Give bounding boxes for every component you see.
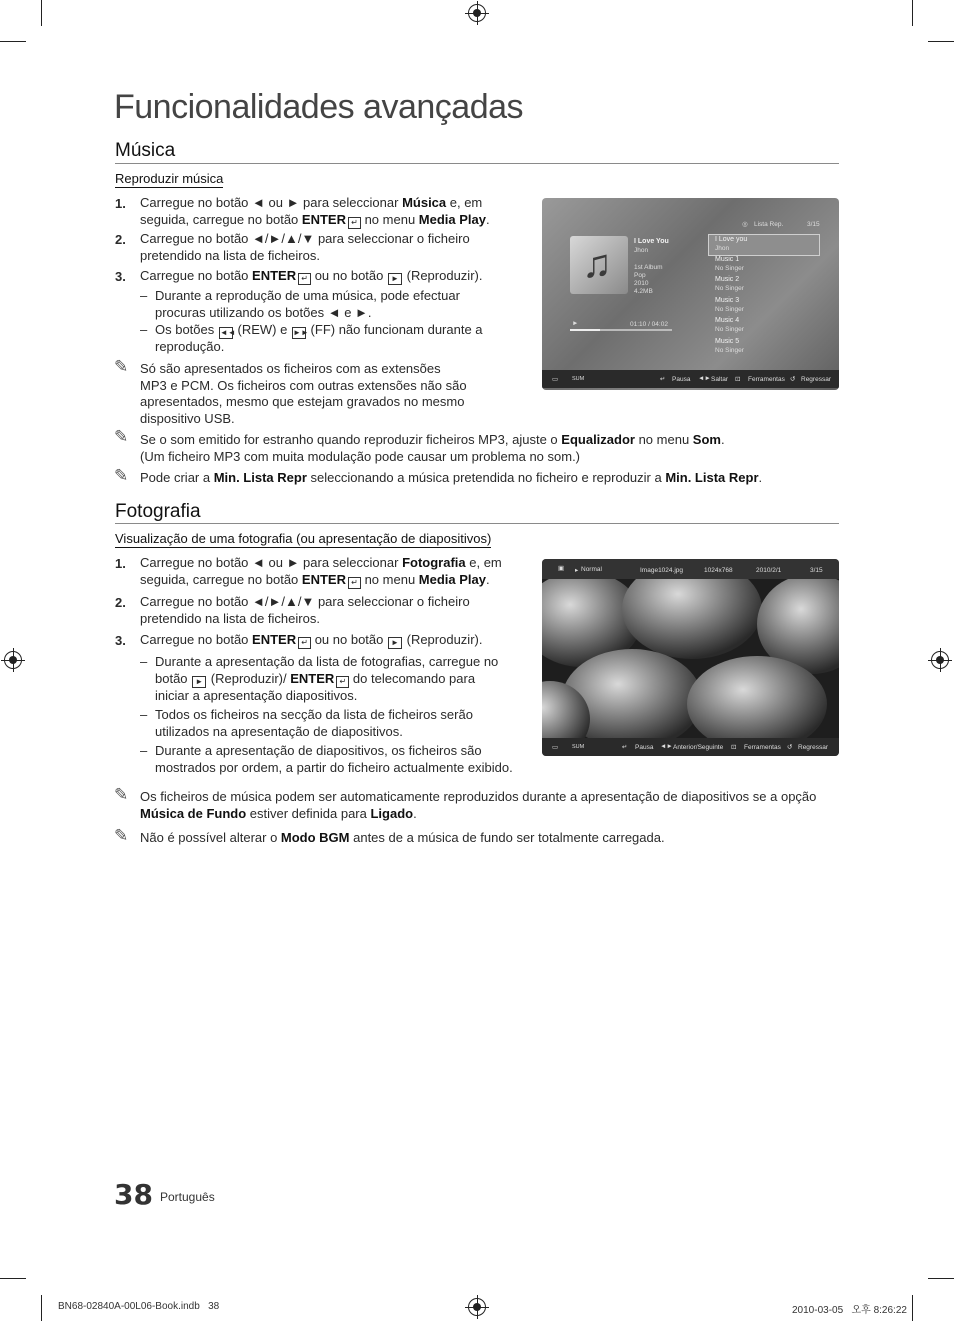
play-indicator-icon: ► (572, 320, 579, 327)
registration-mark-icon (931, 651, 949, 669)
page-title: Funcionalidades avançadas (114, 88, 524, 126)
bullet-dash: – (140, 322, 148, 337)
crop-mark (41, 0, 42, 26)
crop-mark (41, 1295, 42, 1321)
tools-icon: ⊡ (731, 744, 737, 751)
music-note1: Só são apresentados os ficheiros com as extensões MP3 e PCM. Os ficheiros com outras extensões não são apresentados, mesmo que estejam gravados no mesmo dispositivo USB. (140, 361, 467, 426)
file-info: BN68-02840A-00L06-Book.indb 38 (58, 1301, 220, 1312)
photo-note1: Os ficheiros de música podem ser automaticamente reproduzidos durante a apresentação de diapositivos se a opção Música de Fundo estiver definida para Ligado. (140, 789, 817, 821)
music-bullet1: Durante a reprodução de uma música, pode efectuar procuras utilizando os botões ◄ e ►. (155, 288, 460, 320)
photo-bullet1: Durante a apresentação da lista de fotografias, carregue no botão ► (Reproduzir)/ ENTER ↵ do telecomando para iniciar a apresentação diapositivos. (155, 654, 499, 703)
playlist-item-title[interactable]: Music 1 (715, 256, 740, 263)
crop-mark (0, 1278, 26, 1279)
registration-mark-icon (468, 4, 486, 22)
playlist-item-artist: No Singer (715, 326, 744, 333)
playlist-item-artist: No Singer (715, 285, 744, 292)
device-label: SUM (572, 744, 585, 750)
music-step2: Carregue no botão ◄/►/▲/▼ para seleccionar o ficheiro pretendido na lista de ficheiros. (140, 231, 470, 263)
bullet-dash: – (140, 743, 148, 758)
music-control-bar (542, 370, 839, 388)
skip-label: Saltar (711, 376, 728, 383)
fast-forward-icon: ►► (292, 328, 309, 337)
music-note2: Se o som emitido for estranho quando reproduzir ficheiros MP3, ajuste o Equalizador no menu Som. (Um ficheiro MP3 com muita modulação pode causar um problema no som.) (140, 432, 725, 464)
section-heading-music: Música (115, 140, 176, 161)
photo-icon: ▣ (558, 565, 565, 572)
subheading-view-photo: Visualização de uma fotografia (ou apresentação de diapositivos) (115, 531, 492, 546)
timestamp: 2010-03-05 오후 8:26:22 (792, 1305, 907, 1316)
return-icon: ↺ (787, 744, 793, 751)
enter-icon: ↵ (336, 676, 349, 688)
song-size: 4.2MB (634, 288, 653, 295)
bullet-dash: – (140, 707, 148, 722)
song-album: 1st Album (634, 264, 663, 271)
language-label: Português (160, 1190, 215, 1204)
playlist-item-artist: No Singer (715, 347, 744, 354)
playlist-item-title[interactable]: Music 2 (715, 276, 740, 283)
return-label: Regressar (798, 744, 828, 751)
return-label: Regressar (801, 376, 831, 383)
step-number: 2. (115, 232, 126, 247)
photo-bullet3: Durante a apresentação de diapositivos, os ficheiros são mostrados por ordem, a partir do ficheiro actualmente exibido. (155, 743, 513, 775)
play-button-icon: ► (388, 273, 402, 285)
step-number: 3. (115, 269, 126, 284)
step-number: 1. (115, 196, 126, 211)
note-icon: ✎ (114, 826, 129, 845)
crop-mark (912, 0, 913, 26)
tools-label: Ferramentas (744, 744, 781, 751)
photo-bullet2: Todos os ficheiros na secção da lista de ficheiros serão utilizados na apresentação de diapositivos. (155, 707, 473, 739)
play-button-icon: ► (192, 676, 206, 688)
music-note3: Pode criar a Min. Lista Repr seleccionando a música pretendida no ficheiro e reproduzir a Min. Lista Repr. (140, 470, 763, 485)
photo-viewer-screenshot (542, 559, 839, 756)
photo-filename: Image1024.jpg (640, 567, 684, 574)
tools-label: Ferramentas (748, 376, 785, 383)
photo-step2: Carregue no botão ◄/►/▲/▼ para seleccionar o ficheiro pretendido na lista de ficheiros. (140, 594, 470, 626)
device-label: SUM (572, 376, 585, 382)
note-icon: ✎ (114, 357, 129, 376)
playlist-item-title[interactable]: Music 3 (715, 297, 740, 304)
playlist-item-artist: Jhon (715, 245, 730, 252)
album-art (570, 236, 628, 294)
music-step3: Carregue no botão ENTER ↵ ou no botão ► (Reproduzir). (140, 268, 483, 283)
playback-time: 01:10 / 04:02 (630, 321, 668, 328)
pause-label: Pausa (672, 376, 691, 383)
photo-step3: Carregue no botão ENTER ↵ ou no botão ► (Reproduzir). (140, 632, 483, 647)
apples-photo (542, 579, 839, 738)
song-artist: Jhon (634, 247, 649, 254)
playlist-label: Lista Rep. (754, 221, 784, 228)
crop-mark (928, 1278, 954, 1279)
song-year: 2010 (634, 280, 649, 287)
section-divider (115, 163, 839, 164)
song-genre: Pop (634, 272, 646, 279)
playlist-count: 3/15 (807, 221, 820, 228)
step-number: 3. (115, 633, 126, 648)
note-icon: ✎ (114, 785, 129, 804)
note-icon: ✎ (114, 466, 129, 485)
playlist-icon: ◎ (742, 221, 748, 228)
playlist-item-artist: No Singer (715, 265, 744, 272)
section-heading-photo: Fotografia (115, 501, 201, 522)
enter-icon: ↵ (348, 217, 361, 229)
registration-mark-icon (4, 651, 22, 669)
music-player-screenshot (542, 198, 839, 390)
usb-device-icon: ▭ (552, 744, 559, 751)
slideshow-mode: Normal (581, 566, 602, 573)
crop-mark (912, 1295, 913, 1321)
play-button-icon: ► (388, 637, 402, 649)
crop-mark (0, 41, 26, 42)
playlist-item-title[interactable]: Music 4 (715, 317, 740, 324)
crop-mark (928, 41, 954, 42)
playlist-item-title: I Love you (715, 236, 748, 243)
enter-icon: ↵ (660, 376, 666, 383)
section-divider (115, 523, 839, 524)
tools-icon: ⊡ (735, 376, 741, 383)
play-indicator-icon: ▸ (575, 567, 579, 574)
enter-icon: ↵ (298, 273, 311, 285)
enter-icon: ↵ (348, 577, 361, 589)
page-number: 38 (114, 1178, 153, 1211)
rewind-icon: ◄◄ (219, 328, 236, 337)
usb-device-icon: ▭ (552, 376, 559, 383)
photo-note2: Não é possível alterar o Modo BGM antes de a música de fundo ser totalmente carregada. (140, 830, 665, 845)
music-bullet2: Os botões ◄◄ (REW) e ►► (FF) não funcionam durante a reprodução. (155, 322, 483, 354)
photo-date: 2010/2/1 (756, 567, 782, 574)
song-title: I Love You (634, 238, 669, 245)
photo-step1: Carregue no botão ◄ ou ► para seleccionar Fotografia e, em seguida, carregue no botão ENTER ↵ no menu Media Play. (140, 555, 502, 587)
subheading-play-music: Reproduzir música (115, 171, 224, 186)
enter-icon: ↵ (298, 637, 311, 649)
photo-resolution: 1024x768 (704, 567, 733, 574)
photo-count: 3/15 (810, 567, 823, 574)
left-right-icon: ◄► (698, 375, 711, 382)
note-icon: ✎ (114, 427, 129, 446)
playlist-item-artist: No Singer (715, 306, 744, 313)
left-right-icon: ◄► (660, 743, 673, 750)
photo-control-bar (542, 738, 839, 756)
return-icon: ↺ (790, 376, 796, 383)
pause-label: Pausa (635, 744, 654, 751)
playlist-item-title[interactable]: Music 5 (715, 338, 740, 345)
enter-icon: ↵ (622, 744, 628, 751)
progress-fill (570, 329, 600, 331)
registration-mark-icon (468, 1298, 486, 1316)
music-step1: Carregue no botão ◄ ou ► para seleccionar Música e, em seguida, carregue no botão ENTER ↵ no menu Media Play. (140, 195, 490, 227)
progress-bar (570, 329, 672, 331)
bullet-dash: – (140, 288, 148, 303)
music-note-icon: ♫ (582, 242, 612, 286)
step-number: 2. (115, 595, 126, 610)
bullet-dash: – (140, 654, 148, 669)
prev-next-label: Anterior/Seguinte (673, 744, 724, 751)
step-number: 1. (115, 556, 126, 571)
